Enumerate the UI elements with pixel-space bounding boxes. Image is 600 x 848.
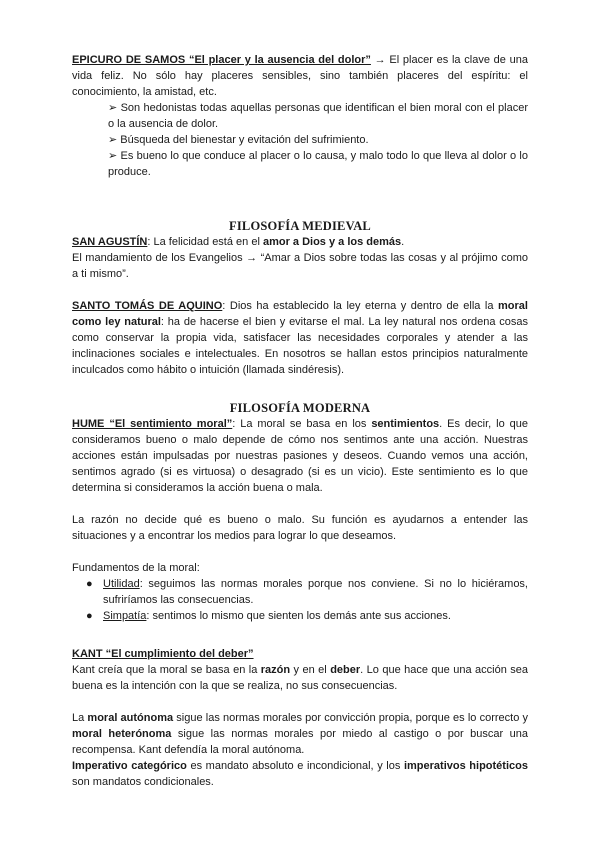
epicuro-item-2: ➢ Búsqueda del bienestar y evitación del sufrimiento. [108, 134, 369, 146]
agustin-line2: El mandamiento de los Evangelios → “Amar a Dios sobre todas las cosas y al prójimo como a ti mismo”. [72, 252, 528, 280]
hume-paragraph: HUME “El sentimiento moral”: La moral se basa en los sentimientos. Es decir, lo que consideramos bueno o malo depende de cómo nos sentimos ante una acción. Nuestras acciones están impulsadas por nuestras pasiones y deseos. Cuando vemos una acción, sentimos agrado (si es virtuosa) o desagrado (si es un vicio). Este sentimiento es lo que determina si consideramos la acción buena o mala. [72, 418, 528, 494]
fundamentos-label: Fundamentos de la moral: [72, 562, 200, 574]
arrow-bullet-icon: ➢ [108, 134, 118, 146]
tomas-name: SANTO TOMÁS DE AQUINO [72, 300, 223, 312]
fundamento-item-utilidad: ● Utilidad: seguimos las normas morales porque nos conviene. Si no lo hiciéramos, sufriríamos las consecuencias. [86, 578, 528, 606]
bullet-dot-icon: ● [86, 610, 93, 622]
agustin-paragraph: SAN AGUSTÍN: La felicidad está en el amor a Dios y a los demás. [72, 236, 405, 248]
epicuro-item-1: ➢ Son hedonistas todas aquellas personas que identifican el bien moral con el placer o la ausencia de dolor. [108, 102, 528, 130]
hume-name: HUME “El sentimiento moral” [72, 418, 233, 430]
kant-title-line [72, 646, 528, 662]
epicuro-item-3: ➢ Es bueno lo que conduce al placer o lo causa, y malo todo lo que lleva al dolor o lo produce. [108, 150, 528, 178]
epicuro-paragraph [72, 52, 528, 100]
fundamento-item-simpatia: ● Simpatía: sentimos lo mismo que sienten los demás ante sus acciones. [86, 610, 451, 622]
arrow-bullet-icon: ➢ [108, 102, 118, 114]
bullet-dot-icon: ● [86, 578, 93, 590]
epicuro-title: EPICURO DE SAMOS “El placer y la ausencia del dolor” [72, 54, 371, 66]
heading-moderna: FILOSOFÍA MODERNA [229, 401, 371, 415]
kant-name: KANT “El cumplimiento del deber” [72, 648, 254, 660]
kant-paragraph-1: Kant creía que la moral se basa en la razón y en el deber. Lo que hace que una acción sea buena es la intención con la que se realiza, no sus consecuencias. [72, 664, 528, 692]
agustin-name: SAN AGUSTÍN [72, 236, 148, 248]
heading-medieval: FILOSOFÍA MEDIEVAL [229, 219, 371, 233]
kant-paragraph-3: Imperativo categórico es mandato absoluto e incondicional, y los imperativos hipotéticos son mandatos condicionales. [72, 760, 528, 788]
epicuro-intro: → El placer es la clave de una vida feliz. No sólo hay placeres sensibles, sino también placeres del espíritu: el conocimiento, la amistad, etc. [72, 54, 528, 98]
tomas-paragraph: SANTO TOMÁS DE AQUINO: Dios ha establecido la ley eterna y dentro de ella la moral como ley natural: ha de hacerse el bien y evitarse el mal. La ley natural nos ordena cosas como conservar la propia vida, satisfacer las necesidades corporales y atender a las inclinaciones sociales e intelectuales. En nosotros se hallan estos principios naturalmente inculcados como hábito o intuición (llamada sindéresis). [72, 300, 529, 376]
arrow-bullet-icon: ➢ [108, 150, 118, 162]
document-page [72, 52, 528, 790]
razon-paragraph: La razón no decide qué es bueno o malo. Su función es ayudarnos a entender las situaciones y a encontrar los medios para lograr lo que deseamos. [72, 514, 528, 542]
kant-paragraph-2: La moral autónoma sigue las normas morales por convicción propia, porque es lo correcto y moral heterónoma sigue las normas morales por miedo al castigo o por buscar una recompensa. Kant defendía la moral autónoma. [72, 712, 529, 756]
